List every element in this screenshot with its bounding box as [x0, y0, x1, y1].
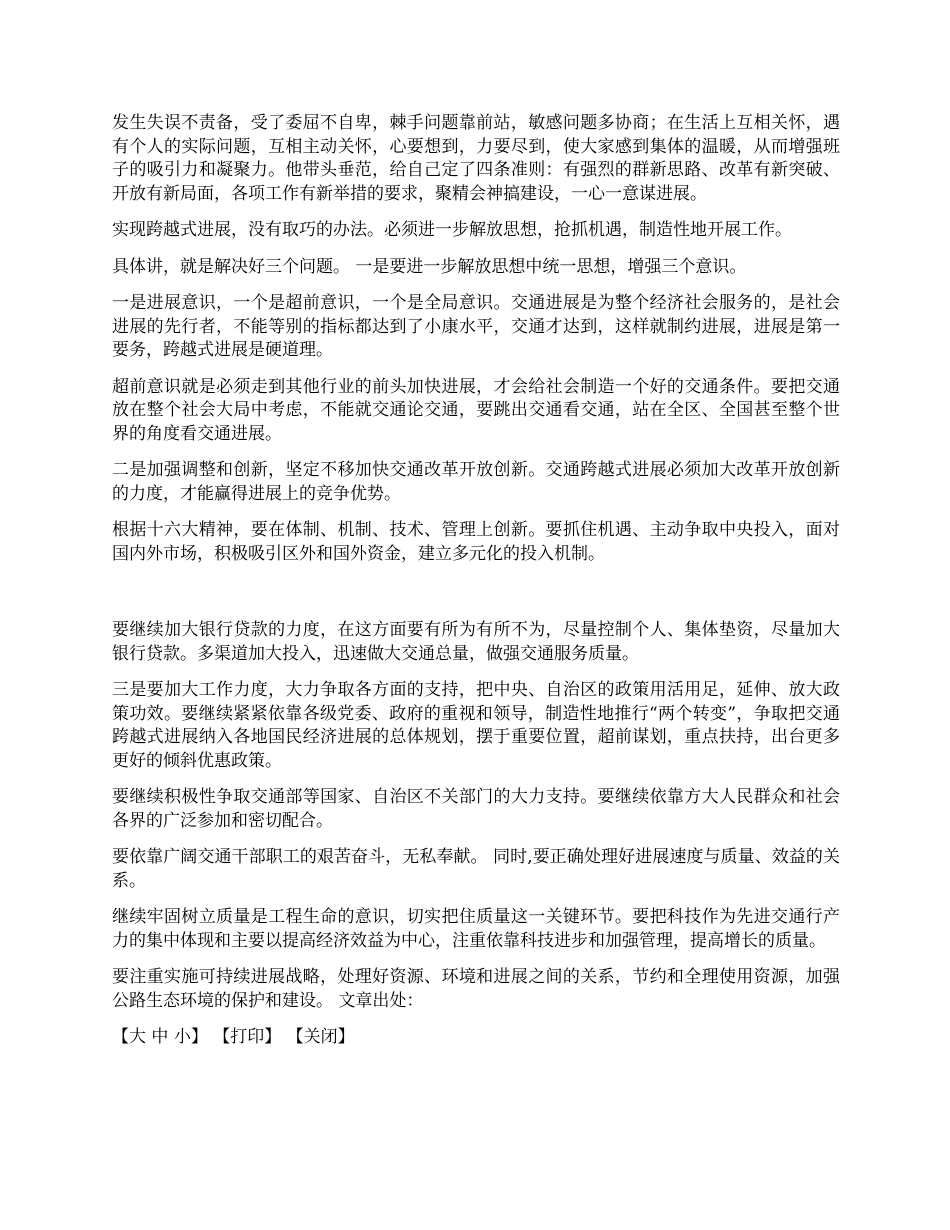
section-gap: [112, 579, 840, 619]
paragraph: 二是加强调整和创新，坚定不移加快交通改革开放创新。交通跨越式进展必须加大改革开放创新的力度，才能赢得进展上的竞争优势。: [112, 460, 840, 504]
close-link[interactable]: 【关闭】: [286, 1027, 355, 1047]
article-body: [112, 112, 840, 1050]
paragraph: 要继续积极性争取交通部等国家、自治区不关部门的大力支持。要继续依靠方大人民群众和社会各界的广泛参加和密切配合。: [112, 787, 840, 831]
paragraph: 具体讲，就是解决好三个问题。 一是要进一步解放思想中统一思想，增强三个意识。: [112, 256, 747, 277]
font-size-small-link[interactable]: 小: [173, 1027, 191, 1047]
paragraph: 要注重实施可持续进展战略，处理好资源、环境和进展之间的关系，节约和全理使用资源，加强公路生态环境的保护和建设。 文章出处：: [112, 967, 840, 1011]
font-size-bracket-close: 】: [190, 1027, 208, 1047]
font-size-large-link[interactable]: 大: [129, 1027, 146, 1047]
paragraph: 超前意识就是必须走到其他行业的前头加快进展，才会给社会制造一个好的交通条件。要把交通放在整个社会大局中考虑，不能就交通论交通，要跳出交通看交通，站在全区、全国甚至整个世界的角度看交通进展。: [112, 376, 840, 444]
paragraph: 要依靠广阔交通干部职工的艰苦奋斗，无私奉献。 同时,要正确处理好进展速度与质量、效益的关系。: [112, 847, 840, 891]
paragraph: 实现跨越式进展，没有取巧的办法。必须进一步解放思想，抢抓机遇，制造性地开展工作。: [112, 220, 792, 240]
paragraph: 发生失误不责备，受了委屈不自卑，棘手问题靠前站，敏感问题多协商；在生活上互相关怀，遇有个人的实际问题，互相主动关怀，心要想到，力要尽到，使大家感到集体的温暖，从而增强班子的吸引力和凝聚力。他带头垂范，给自己定了四条准则：有强烈的群新思路、改革有新突破、开放有新局面，各项工作有新举措的要求，聚精会神搞建设，一心一意谋进展。: [112, 113, 840, 204]
paragraph: 要继续加大银行贷款的力度，在这方面要有所为有所不为，尽量控制个人、集体垫资，尽量加大银行贷款。多渠道加大投入，迅速做大交通总量，做强交通服务质量。: [112, 620, 840, 664]
font-size-bracket-open: 【: [112, 1027, 129, 1047]
paragraph: 继续牢固树立质量是工程生命的意识，切实把住质量这一关键环节。要把科技作为先进交通行产力的集中体现和主要以提高经济效益为中心，注重依靠科技进步和加强管理，提高增长的质量。: [112, 907, 840, 951]
paragraph: 三是要加大工作力度，大力争取各方面的支持，把中央、自治区的政策用活用足，延伸、放大政策功效。要继续紧紧依靠各级党委、政府的重视和领导，制造性地推行“两个转变”，争取把交通跨越式进展纳入各地国民经济进展的总体规划，摆于重要位置，超前谋划，重点扶持，出台更多更好的倾斜优惠政策。: [112, 680, 840, 771]
paragraph: 一是进展意识，一个是超前意识，一个是全局意识。交通进展是为整个经济社会服务的，是社会进展的先行者，不能等别的指标都达到了小康水平，交通才达到，这样就制约进展，进展是第一要务，跨越式进展是硬道理。: [112, 293, 840, 360]
print-link[interactable]: 【打印】: [213, 1027, 282, 1047]
font-size-medium-link[interactable]: 中: [151, 1027, 169, 1047]
article-controls: [112, 1026, 840, 1050]
paragraph: 根据十六大精神，要在体制、机制、技术、管理上创新。要抓住机遇、主动争取中央投入，面对国内外市场，积极吸引区外和国外资金，建立多元化的投入机制。: [112, 520, 840, 564]
